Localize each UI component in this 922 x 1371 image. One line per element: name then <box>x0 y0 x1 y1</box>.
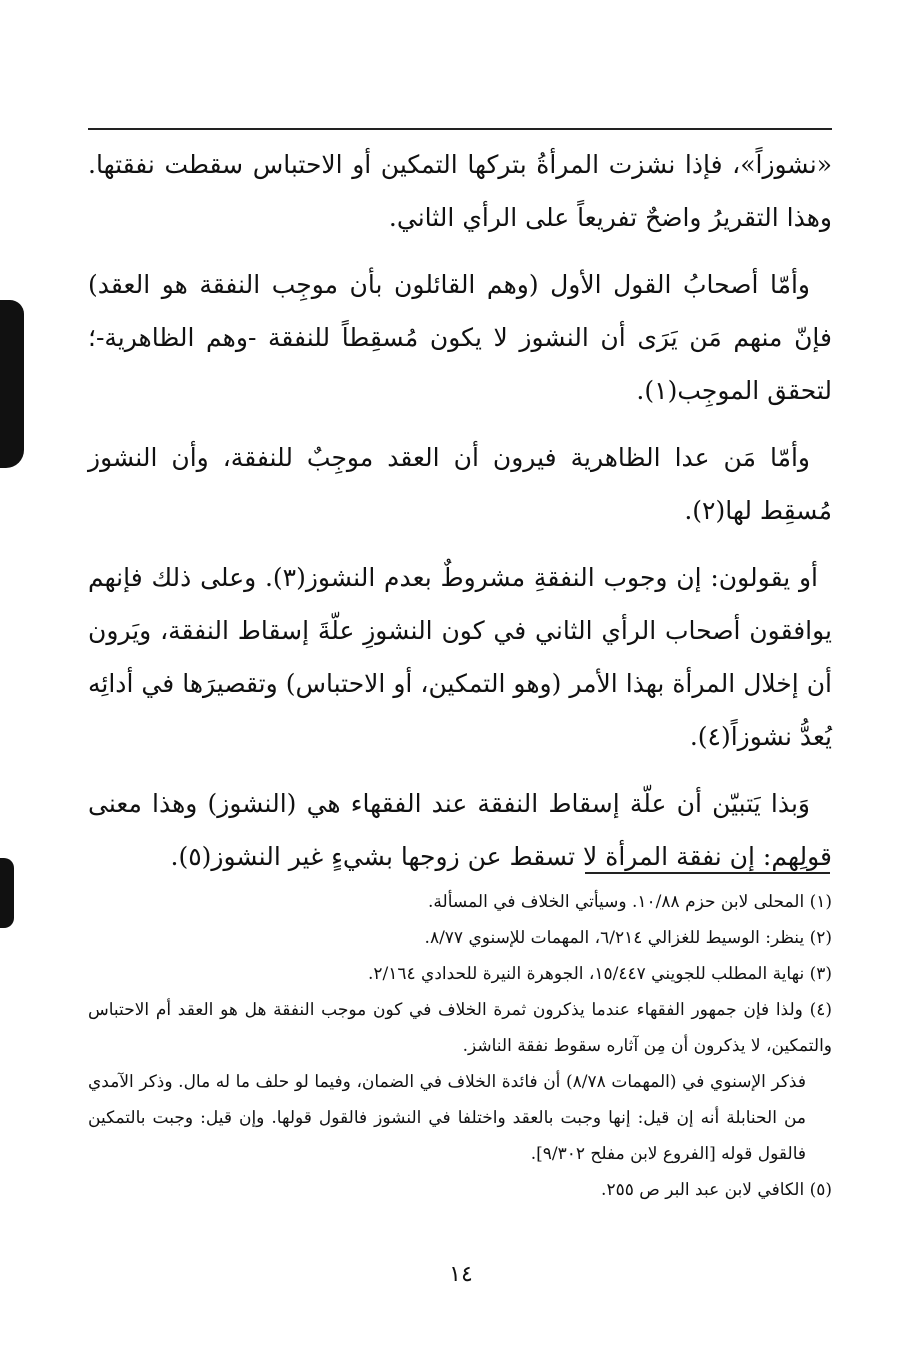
paragraph-3: وأمّا مَن عدا الظاهرية فيرون أن العقد موجِبٌ للنفقة، وأن النشوز مُسقِط لها(٢). <box>88 443 832 525</box>
footnote-4: (٤) ولذا فإن جمهور الفقهاء عندما يذكرون ثمرة الخلاف في كون موجب النفقة هل هو العقد أم الاحتباس والتمكين، لا يذكرون أن مِن آثاره سقوط نفقة الناشز. <box>88 1000 832 1056</box>
footnote-1: (١) المحلى لابن حزم ١٠/٨٨. وسيأتي الخلاف في المسألة. <box>428 892 832 912</box>
paragraph-4: أو يقولون: إن وجوب النفقةِ مشروطٌ بعدم النشوز(٣). وعلى ذلك فإنهم يوافقون أصحاب الرأي الثاني في كون النشوزِ علّةَ إسقاط النفقة، ويَرون أن إخلال المرأة بهذا الأمر (وهو التمكين، أو الاحتباس) وتقصيرَها في أدائِه يُعدُّ نشوزاً(٤). <box>88 563 832 751</box>
footnote-2: (٢) ينظر: الوسيط للغزالي ٦/٢١٤، المهمات للإسنوي ٨/٧٧. <box>424 928 832 948</box>
paragraph-1: «نشوزاً»، فإذا نشزت المرأةُ بتركها التمكين أو الاحتباس سقطت نفقتها. وهذا التقريرُ واضحٌ تفريعاً على الرأي الثاني. <box>88 150 832 232</box>
footnote-5: (٥) الكافي لابن عبد البر ص ٢٥٥. <box>601 1180 832 1200</box>
footnotes <box>88 884 832 1208</box>
footnote-separator <box>585 872 830 874</box>
paragraph-2: وأمّا أصحابُ القول الأول (وهم القائلون بأن موجِب النفقة هو العقد) فإنّ منهم مَن يَرَى أن النشوز لا يكون مُسقِطاً للنفقة -وهم الظاهرية-؛ لتحقق الموجِب(١). <box>88 270 832 405</box>
footnote-3: (٣) نهاية المطلب للجويني ١٥/٤٤٧، الجوهرة النيرة للحدادي ٢/١٦٤. <box>367 964 832 984</box>
main-text <box>88 138 832 897</box>
scan-edge-shadow-lower <box>0 858 14 928</box>
top-rule <box>88 128 832 130</box>
page-number: ١٤ <box>449 1262 473 1287</box>
footnote-4-continued: فذكر الإسنوي في (المهمات ٨/٧٨) أن فائدة الخلاف في الضمان، وفيما لو حلف ما له مال. وذكر الآمدي من الحنابلة أنه إن قيل: إنها وجبت بالعقد واختلفا في النشوز فالقول قولها. وإن قيل: وجبت بالتمكين فالقول قوله [الفروع لابن مفلح ٩/٣٠٢]. <box>88 1072 806 1164</box>
paragraph-5: وَبذا يَتبيّن أن علّة إسقاط النفقة عند الفقهاء هي (النشوز) وهذا معنى قولِهم: إن نفقة المرأة لا تسقط عن زوجها بشيءٍ غير النشوز(٥). <box>88 789 832 871</box>
scan-edge-shadow-upper <box>0 300 24 468</box>
